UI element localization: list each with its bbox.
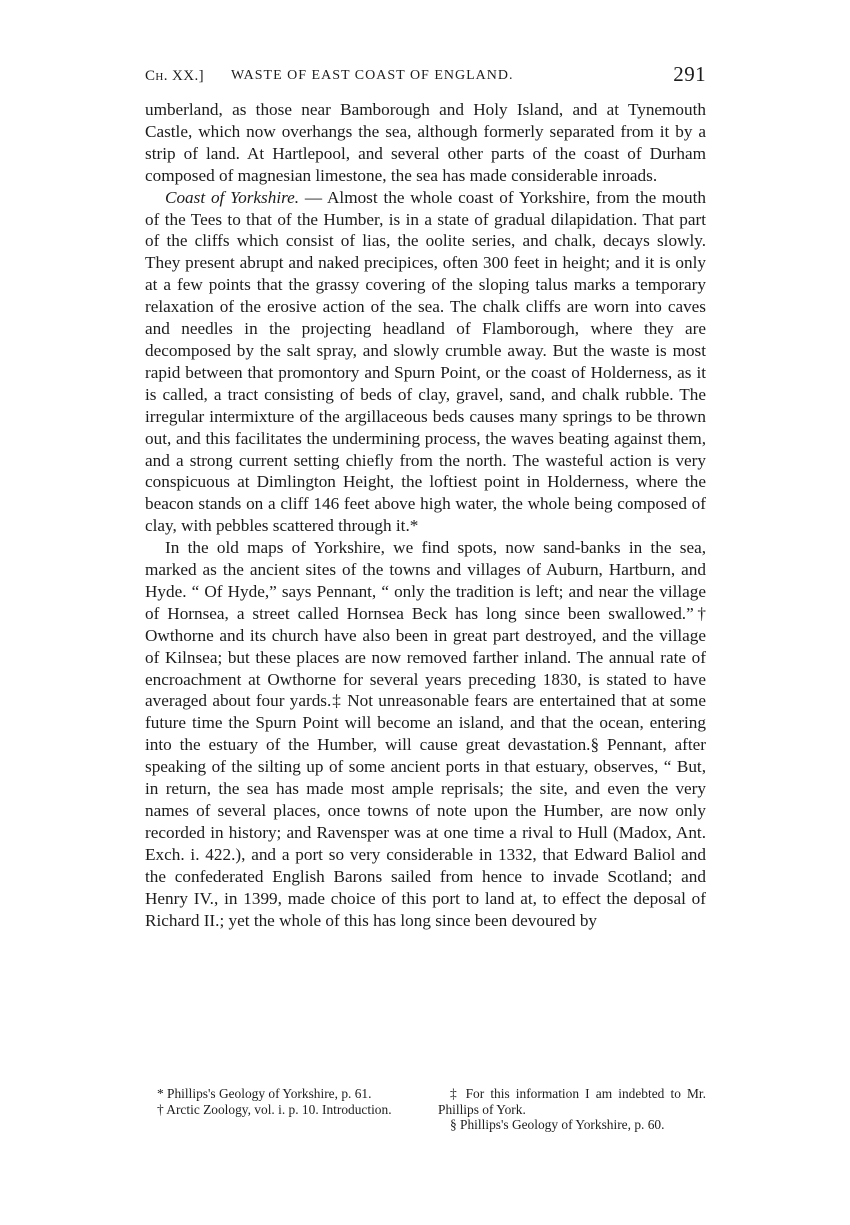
footnotes-right-column — [438, 1086, 706, 1133]
paragraph-text: In the old maps of Yorkshire, we find spots, now sand-banks in the sea, marked as the ancient sites of the towns and villages of Auburn, Hartburn, and Hyde. “ Of Hyde,” says Pennant, “ only the tradition is left; and near the village of Hornsea, a street called Hornsea Beck has long since been swallowed.”† Owthorne and its church have also been in great part destroyed, and the village of Kilnsea; but these places are now removed farther inland. The annual rate of encroachment at Owthorne for several years preceding 1830, is stated to have averaged about four yards.‡ Not unreasonable fears are entertained that at some future time the Spurn Point will become an island, and that the ocean, entering into the estuary of the Humber, will cause great devastation.§ Pennant, after speaking of the silting up of some ancient ports in that estuary, observes, “ But, in return, the sea has made most ample reprisals; the site, and even the very names of several places, once towns of note upon the Humber, are now only recorded in history; and Ravensper was at one time a rival to Hull (Madox, Ant. Exch. i. 422.), and a port so very considerable in 1332, that Edward Baliol and the confederated English Barons sailed from hence to invade Scotland; and Henry IV., in 1399, made choice of this port to land at, to effect the deposal of Richard II.; yet the whole of this has long since been devoured by — [145, 538, 706, 930]
footnote: † Arctic Zoology, vol. i. p. 10. Introduction. — [157, 1101, 392, 1117]
footnotes — [145, 1086, 706, 1133]
running-title: WASTE OF EAST COAST OF ENGLAND. — [231, 68, 514, 83]
section-run-in-heading: Coast of Yorkshire. — [165, 187, 300, 207]
chapter-reference: Ch. XX.] — [145, 68, 205, 84]
page-body — [145, 99, 706, 931]
paragraph-continuation — [145, 99, 706, 187]
paragraph-old-maps — [145, 537, 706, 931]
footnotes-left-column — [145, 1086, 410, 1133]
body-text — [145, 99, 706, 931]
footnote: § Phillips's Geology of Yorkshire, p. 60. — [450, 1117, 665, 1133]
paragraph-coast-of-yorkshire — [145, 187, 706, 538]
running-head — [145, 62, 706, 92]
paragraph-text: — Almost the whole coast of Yorkshire, from the mouth of the Tees to that of the Humber, is in a state of gradual dilapidation. That part of the cliffs which consist of lias, the oolite series, and chalk, decays slowly. They present abrupt and naked precipices, often 300 feet in height; and it is only at a few points that the grassy covering of the sloping talus marks a temporary relaxation of the erosive action of the sea. The chalk cliffs are worn into caves and needles in the projecting headland of Flamborough, where they are decomposed by the salt spray, and slowly crumble away. But the waste is most rapid between that promontory and Spurn Point, or the coast of Holderness, as it is called, a tract consisting of beds of clay, gravel, sand, and chalk rubble. The irregular intermixture of the argillaceous beds causes many springs to be thrown out, and this facilitates the undermining process, the waves beating against them, and a strong current setting chiefly from the north. The wasteful action is very conspicuous at Dimlington Height, the loftiest point in Holderness, where the beacon stands on a cliff 146 feet above high water, the whole being composed of clay, with pebbles scattered through it.* — [145, 187, 706, 536]
page-number: 291 — [673, 62, 706, 86]
paragraph-text: umberland, as those near Bamborough and Holy Island, and at Tynemouth Castle, which now overhangs the sea, although formerly separated from it by a strip of land. At Hartlepool, and several other parts of the coast of Durham composed of magnesian limestone, the sea has made considerable inroads. — [145, 100, 706, 185]
footnote: ‡ For this information I am indebted to Mr. Phillips of York. — [438, 1086, 706, 1117]
footnote: * Phillips's Geology of Yorkshire, p. 61. — [157, 1086, 372, 1101]
